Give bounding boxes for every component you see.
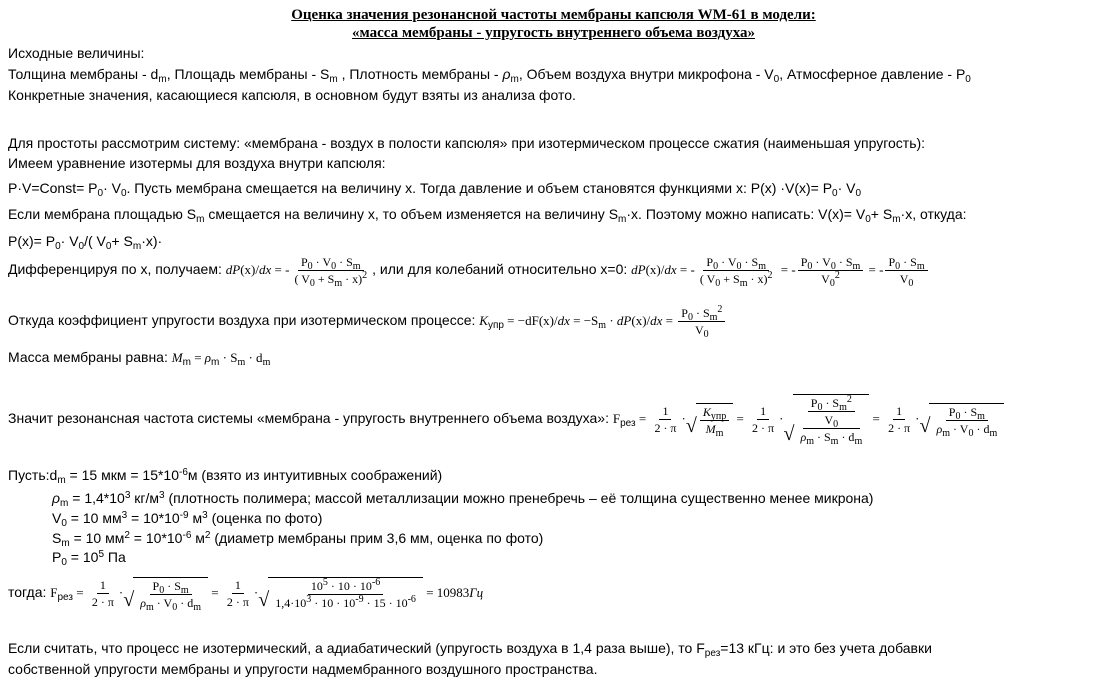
result-unit: Гц <box>469 585 484 600</box>
footer-line-2: собственной упругости мембраны и упругости надмембранного воздушного пространства. <box>8 661 598 677</box>
intro-line-2: Толщина мембраны - $d_m$, Площадь мембраны - $S_m$ , Плотность мембраны - $\rho_m$, Объем воздуха внутри микрофона - $V_0$, Атмосферное давление - $P_0$ <box>8 66 971 85</box>
intro-line-1: Исходные величины: <box>8 45 145 61</box>
pressure-function-line: $P(x)= P_0\cdot V_0/$( $V_0+ S_m\cdot x)\cdot$ <box>8 233 163 252</box>
body-line-1: Для простоты рассмотрим систему: «мембрана - воздух в полости капсюля» при изотермическом процессе сжатия (наименьшая упругость): <box>8 135 926 151</box>
resonance-line: Значит резонансная частота системы «мембрана - упругость внутреннего объема воздуха»: $F_{рез}$ = $\frac{1}{2 \cdot \pi}$ · √ $\frac{K_{упр}}{M_m}$ = $\frac{1}{2 \cdot \pi}$ · √ $\frac{\frac{P_0 \cdot S_m^2}{V_0}}{\rho_m \cdot S_m \cdot d_m}$ = $\frac{1}{2 \cdot \pi}$ · √ $\frac{P_0 \cdot S_m}{\rho_m \cdot V_0 \cdot d_m}$ <box>8 386 1004 451</box>
footer-line-1: Если считать, что процесс не изотермический, а адиабатический (упругость воздуха в 1,4 раза выше), то $F_{рез}=13$ кГц: и это без учета добавки <box>8 640 932 659</box>
body-line-2: Имеем уравнение изотермы для воздуха внутри капсюля: <box>8 155 386 171</box>
title-line-2: «масса мембраны - упругость внутреннего объема воздуха» <box>351 25 756 41</box>
derivative-line: Дифференцируя по х, получаем: dP(x)/dx = - $\frac{P_0 \cdot V_0 \cdot S_m}{( V_0 + S_m \cdot x)^2}$ , или для колебаний относительно х=0: dP(x)/dx = - $\frac{P_0 \cdot V_0 \cdot S_m}{( V_0 + S_m \cdot x)^2}$ = - $\frac{P_0 \cdot V_0 \cdot S_m}{V_0^2}$ = - $\frac{P_0 \cdot S_m}{V_0}$ <box>8 251 930 288</box>
stiffness-line: Откуда коэффициент упругости воздуха при изотермическом процессе: $K_{упр} = -dF(x)/dx = -S_m \cdot dP(x)/dx$ = $\frac{P_0 \cdot S_m^2}{V_0}$ <box>8 302 727 339</box>
intro-line-3: Конкретные значения, касающиеся капсюля, в основном будут взяты из анализа фото. <box>8 87 576 103</box>
param-d: $Пусть:d_m = 15$ мкм = $15*10^{-6}м$ (взято из интуитивных соображений) <box>8 467 443 486</box>
isotherm-equation: P·V=Const= $P_0\cdot V_0$. Пусть мембрана смещается на величину х. Тогда давление и объем становятся функциями х: $P(x) \cdot V(x)= P_0\cdot V_0$ <box>8 180 862 199</box>
param-v: $V_0 = 10$ $мм^3 = 10*10^{-9}$ $м^3$ (оценка по фото) <box>52 510 323 529</box>
param-p: $P_0 = 10^5$ Па <box>52 549 126 568</box>
mass-line: Масса мембраны равна: $M_m = \rho_m \cdot S_m \cdot d_m$ <box>8 349 271 368</box>
param-rho: $\rho_m = 1,4*10^3$ $кг/м^3$ (плотность полимера; массой металлизации можно пренебречь – её толщина существенно менее микрона) <box>52 490 874 509</box>
result-line: тогда: $F_{рез}$ = $\frac{1}{2 \cdot \pi}$ · √ $\frac{P_0 \cdot S_m}{\rho_m \cdot V_0 \cdot d_m}$ = $\frac{1}{2 \cdot \pi}$ · √ $\frac{10^5 \cdot 10 \cdot 10^{-6}}{1,4\cdot 10^3 \cdot 10 \cdot 10^{-9} \cdot 15 \cdot 10^{-6}}$ = 10983Гц <box>8 576 484 613</box>
result-value: = 10983 <box>426 585 470 600</box>
volume-change-line: Если мембрана площадью $S_m$ смещается на величину х, то объем изменяется на величину $S_m\cdot х$. Поэтому можно написать: $V(x)= V_0+ S_m\cdot x$, откуда: <box>8 206 967 225</box>
title-line-1: Оценка значения резонансной частоты мембраны капсюля WM-61 в модели: <box>291 7 816 23</box>
param-s: $S_m = 10$ $мм^2 = 10*10^{-6}$ $м^2$ (диаметр мембраны прим 3,6 мм, оценка по фото) <box>52 530 544 549</box>
